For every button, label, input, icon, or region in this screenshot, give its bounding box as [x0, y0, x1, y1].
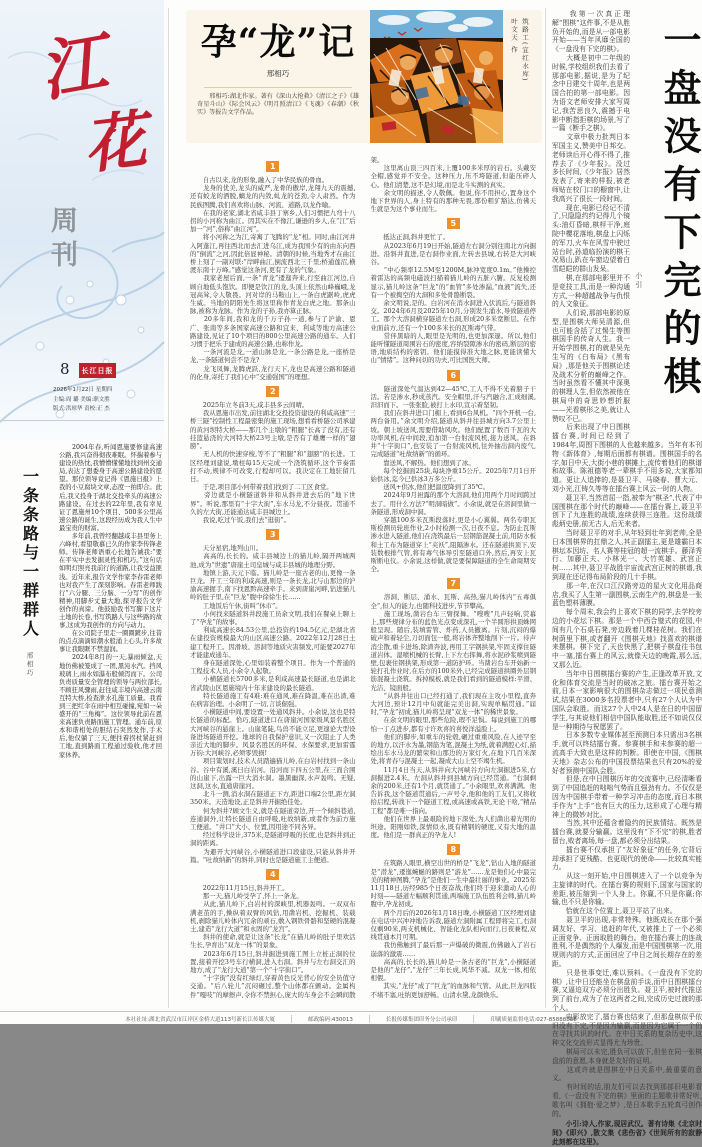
main-article-title: 孕“龙”记	[200, 21, 356, 63]
right-article-flow	[552, 10, 702, 1118]
article-section	[371, 844, 537, 998]
main-article-title-block	[186, 10, 370, 143]
right-article	[552, 10, 702, 1146]
section-text: 2022年11月15日,斜井开工。 那一天,猫儿岭受孕了,怀上一条龙。 从此,猫儿岭下,白岩村的深峡里,机器轰鸣。一双双布满老茧的手,操纵着双臂的风钻,用凿岩机、挖掘机、装载机,剥除猫儿岭体内冗余的顽石,敷入钢铁骨骼和坚硬的混凝土,建造“龙行大道”和永固的“龙宫”。 斜井的使命,就是让这条“长龙”在猫儿岭的肚子里欢活生长,孕育出“双龙一体”的景象。 2023年6月15日,斜井掘进到施工图上立桩正洞的位置,接着开挖3号车行横洞,进入右洞。斜井与左右洞交汇的地方,成了“龙行大道”第一个“十字街口”。 “十字街”没有红绿灯,穿着黄色反光背心的安全员值守交通。“后八轮儿”沉闷碾过,整个山体都在颤动。金属构件“嘎吱”的摩擦声,令你不禁担心,庞大的车身会不会瞬间散架。 这里离山顶三四百米,上覆100多米厚的岩石。头戴安全帽,感觉并不安全。这种压力,压不垮隧道,但能压碎人心。他们清楚,这不是幻境,而是北斗实测的真实。 余文明的描述,令人敬佩。他说,你不用担心,置身这个地下世界的人,身上特有的那种无畏,那份粗犷豁达,仿佛天生就是为这个事业而生。	[190, 156, 536, 999]
section-text: 溶洞、断层、涌水、瓦斯、高热,猫儿岭体内“五毒俱全”,但人的能力,也随科技进步,节节攀高。 施工现场,凿岩台车三臂探舞。“嗖嗖”几声轻响,荧幕上,那些规律分布的蓝色光点变成深孔,一个半圆形拱顶蛛网般呈现。随后,装填雷管、炸药,人员撤离。片刻,沉闷的爆破声和着轻尘,刀切面包一般,将岩体齐整地削下一片。待声消尘散,重卡进场,除渣奔波,再用工字钢拱架,牢固支撑住隧道岩体。湿喷机械的长臂,上下左右挥舞,将水泥砂浆喷到隧壁,包裹住钢拱架,形成第一道防护环。当凿岩台车开始新一轮打孔作业时,在后方的100米外,已经完成隧道拱圈外层钢筋混凝土浇筑。拆掉模板,就是我们看到的隧道模样:平滑、光洁、镜面般。 “从斜井往出口已经打通了,我们现在主攻小里程,直奔大河边,预计12月中旬就能完美出洞,实现单幅贯通。”届时,“孕龙”初成,猫儿岭将呈现“双龙一体”的稀世景象。 在余文明的眼里,那些危险,瑕不足惧。每说到施工的哪怕一丁点进步,都有寸许欢喜的喜悦洋溢脸上。 他们的脚步,如重车的轮毂,碾过重重风险,在人迹罕至的地方,以汗水为墨,钢筋为笔,混凝土为纸,就着满腔心灯,描绘出车水马龙的繁荣和山那边的万家灯火,在地下几百米深处,将青春与混凝土一起,凝成大山上空不竭生机。 11月4日当天,从斜井向大河峡谷方向左洞掘进5米,右洞掘进2.4米。左洞从斜井到县城方向已经贯通。“右洞剩余的200米,还有1个月,就贯通了。”小余眼里,欢喜满满。他告诉我,这个隧道贯通后,一声号令,他和他的工友们,又将收拾启程,转战下一个隧道工程,或高速或高铁,无论干啥,“精品工程”都是唯一指向。 他们在世界上最艰险的地下深处,为人们凿出着光明的坦途。阳刚如铁,深情似水,既有精钢的硬度,又有大地的温度。他们是一群真正的孕龙人!	[370, 593, 536, 840]
masthead-info	[53, 386, 161, 415]
section-text: 天分星宿,地列山川。 高高的,长长的。咸丰县城边上的猫儿岭,隔开两城两池,成为“世遗”唐崖土司皇城与咸丰县城的地理分野。 地镇上游,天元下临。猫儿岭是一座古老的山,更像一条巨龙。开工三年的利咸高速,则是一条长龙,北与山那边的沪渝高速握手,南下找恩黔高速牵手。来到唐崖河畔,钻进猫儿岭的肚子里,在“巨龙”腹中徐徐生长…… 工地饭后午休,街叫“休市”。 小何找来隧道斜井段施工员余文明,我们在餐桌上聊上了“孕龙”的故事。 利咸高速长84.53公里,总投资约194.5亿元,是湖北省在建投资规模最大的山区高速公路。2022年12月28日土建工程开工。因滑坡、溶洞等地质灾害频发,可能要2027年才能建成通车。 身在隧道深处,心里如装着整个项目。作为一个普通的工程技术人员,小余令人起敬。 小横隧道长5700多米,是利咸高速最长隧道,也是湖北省武陵山区恩施境内十年来建设的最长隧道。 特长隧道施工有4难:难在通风,难在降温,难在出渣,难在病害治理。小余明了一切,言谈倔强。 小横隧道中间,要设置一处通风斜井。小余说,这也是特长隧道的标配。恰巧,隧道进口在唐崖河国家级风景名胜区大河峡谷的悬崖上。山崖笔陡,鸟兽不能立足,更遑论大型设备进场隧道开挖。地球的自我保护意识,又一次阻止了人类亲近大地的脚步。风景名胜区的环保、水保要求,更加雷霆万钧:大河峡谷,必须零毁损! 项目策划时,技术人员踏遍猫儿岭,在白岩村找到一条山谷。谷中有溪,溪曰白岩河。沿河而下四五公里,在三面合围的山崖下,出露一巨大消水洞。墨黑幽深,水声轰鸣。无疑,这洞,这水,直通唐崖河。 北斗一测,消水洞在隧道正下方,距进口端2公里,距左洞350米。天造地设,正是斜井开掘绝佳处。 何为斜井?顾文生义,就是在隧道旁边,开一个倾斜巷道,连通洞外,让特长隧道自由呼吸,吐故纳新,或者作为前方施工便道。“井口”大小、位置,因用途不同各异。 经过科学设计,375米,是隧道呼吸的长度,也是斜井到正洞的距离。 为避开大河峡谷,小横隧道进口段建设,只能从斜井开篇。“吐故纳新”的斜井,同时也是隧道施工主便道。	[190, 544, 356, 864]
left-article-title-column	[8, 444, 52, 1008]
article-section	[190, 161, 356, 381]
section-number-badge: 3	[266, 529, 279, 540]
section-number-badge: 6	[447, 370, 460, 381]
article-section	[190, 386, 356, 524]
main-article-author: 邢相巧	[266, 68, 290, 78]
right-article-author: 小引	[634, 272, 643, 290]
section-text: 2025年立冬前3天,咸丰县多云间晴。 我从恩施市出发,前往湖北交投投资建设的利咸高速“三桥三隧”控制性工程最密集的施工现场,想看看桥隧公司承建的黄河坝特大桥——那几个主墩的“粗腿”长高了没有,还有挂篮悬浇的大河特大桥23号主墩,是否有了雄鹰一样的“翅膀”。 无人机的快速穿梭,等不了“粗腿”和“翅膀”的长进。工区经理刘建说,墩柱每15天完成一个浇筑循环,这个节奏雷打不动,规律不可改变,行程却可以。我决定在工地驻留几日。 于是,项目部小何带着我们找到了二工区食堂。 旁边就是小横隧道斜井和从斜井进去后的“地下世界”。听说,那里有“十字大街”,车水马龙,不分昼夜。贯通不久的左大街,还能通达咸丰县城边上。 我说,吃过午饭,我们去“逛街”。	[190, 401, 356, 524]
left-article-body: 2004年春,听闻恩施要修建高速公路,我兴奋得彻夜难眠。怀揣着参与建设的热忱,我懵懵懂懂地找到州交通局,表达了想委身于高速公路建设的愿望。那位领导竟记得《恩施日报》上我的小豆腐块文章,态度一拍即合。此后,我又投身于湖北交投牵头的高速公路建设。在过去的22年里,我有幸见证了恩施州10个项目、500多公里高速公路的诞生,这段经历成为我人生中最宝贵的财富。 多年前,我曾经翻越咸丰县里务上六峰村,看望敬慕已久的作家李传锋老师。传锋老师语重心长地告诫我:“要在平实中去发掘灵性和机巧。”这句话如明灯照亮我前行的道路,让我受益匪浅。近年来,报告文学作家李春雷老师也对我产生了深刻影响。春雷老师践行“六分腿、三分脑、一分写”的创作精神,用脚步丈量大地,探寻报告文学创作的真谛。他鼓励我书写脚下这片土地的长卷,书写筑路人与这些路的故事,这成为我创作的方向与动力。 在公司院子里走一圈圈踱步,往昔的点点滴滴如潮水般涌上心头,许多故事让我眼眶不禁湿润。 2024年8月的一天,暴雨倾盆,天地仿佛被笼成了一团,黑沌水汽。挡风玻璃上,雨水如瀑布般倾泻而下。公司负责质量安全管理的领导与两位部长,不顾狂风骤雨,赶往咸丰境内高速云南互特大桥,检查泄水孔施工质量。我看到三把红伞在雨中相互碰撞,宛如一朵盛开的“三角梅”。这位领导此前在恩来高速负责路面施工管理。通车前,原本和谐相处的胆结石突然发作,手术后,他仅躺了三天,便拄着拐杖紧赶到工地,直到路面工程通过验收,他才回家休养。	[59, 444, 162, 759]
right-article-bio: 小引:诗人,作家,现居武汉。著有诗集《北京时间》《即兴》,散文集《悲伤省》《世间所有的寂静 此刻都在这里》。	[552, 1120, 702, 1146]
masthead-title-char-1: 江	[33, 22, 113, 112]
article-section	[371, 578, 537, 839]
newspaper-logo: 长江日报	[79, 363, 116, 378]
section-text: 隧道深处气温达到42—45℃,工人不得不光着膀子干活。若是渗水,秒成蒸汽。安全帽里,汗与汽融合,汇成细溪,汩汩而下。一张张脸,被打上水印,宣示着坚韧。 我们在斜井进口门楣上,看到6台风机。“四个开机一台,两台备用。”余文明介绍,隧道从斜井往县城方向3.7公里上坡。朝上坡送风,需要借助风吹。他们配置了数百千瓦的大功率风机,在中间段,追加第一台射流风机,接力送风。在斜井“十字街口”,也安装了一台射流风机,往外抽出洞内废气,完成隧道“吐故纳新”的循环。 靠送风,不解热。他们想到了冰。 每个挖掘面25块,每块净重15公斤。2025年7月1日开始供冰,迄今已供冰3万多公斤。 送风+供冰,他们把温度降到了35℃。 2024年9月袒露的那个大溶洞,他们用两个月时间跨过去了。用什么方法?“明洞暗做”。小余说,就是在溶洞里做一条隧道,形成洞中洞。 穿越100多米瓦斯段落时,更是小心翼翼。两名专职瓦斯检测员轮班作业,2小时检测一次,日夜不息。为防止瓦斯渗水进入隧道,他们在浇筑最后一层钢筋混凝土前,用防水板和土工布为隧道穿上“夹袄”,阻隔渗水。还在隧道拱顶下,安装数根排气管,将有毒气体导引至隧道口外,然后,再安上瓦斯断电仪。小余说,这样做,就是要保障隧道的全生命周期安全。	[370, 384, 536, 574]
left-article-author: 邢相巧	[25, 652, 34, 678]
layout-line: 版式:洪琼华 责校:正 杰	[53, 406, 110, 412]
left-article	[8, 444, 162, 1008]
section-number-badge: 7	[447, 578, 460, 589]
author-bio: 邢相巧:湖北作家。著有《深山大抢救》《清江之子》《雄奇星斗山》《际会风云》《明月照清江》《飞魂》《春潮》《秋实》等报告文学作品。	[197, 92, 359, 116]
vertical-divider-right	[545, 8, 546, 1008]
masthead-title-char-2: 花	[79, 102, 151, 183]
footer-phone: 印刷质量监督电话:027-85888888	[490, 1016, 577, 1023]
masthead-weekly-label: 周刊	[46, 206, 77, 274]
right-article-title-block	[630, 10, 702, 438]
main-article-body	[190, 156, 536, 1005]
page-number: 8	[60, 360, 70, 378]
article-section	[371, 370, 537, 574]
woodcut-painting	[370, 10, 503, 143]
section-text: 抵达正洞,斜井更忙了。 从2023年6月19日开始,隧道左右洞分别往南北方向掘进。沿斜井直进,是右洞作业面,左转去县城,右转是大河峡谷。 “中心频率12.5M至1200M,脉冲宽度0.1m。”他操控着雷达的高频电磁波扫描着猫儿岭的五脏六腑。反复检测显示,猫儿岭这条“巨龙”的“血管”多处渗漏,“血液”流失,还有一个被掏空的大洞和多处骨骼断裂。 余文明说,是的。白岩河在消水洞进入伏流后,与隧道斜交。2024年6月及2025年10月,分别发生涌水,导致隧道停工。那个大溶洞横穿隧道左右洞,形成20多米宽断层。在作业面前方,还有一个100多米长的瓦斯毒气带。 常伴黑暗的人,眼里是光明的,也更加深邃。所以,他们能听懂隧道周围岩石的密度,容纳裂隙渗水的密码,断层的密语,地质结构的密钥。他们能摸得准大地之脉,更能读懂大山“情绪”。这种问切的功夫,可比国医大师。	[370, 233, 536, 365]
editors-line: 主编:周 璐 美编:职文胜	[53, 396, 110, 403]
painting-caption: 筑路工(宜红水库) 叶文天 作	[510, 18, 529, 83]
article-section	[371, 218, 537, 364]
footer-printer: 长报传媒集团印务分公司承印	[370, 1015, 475, 1023]
right-article-title: 一盘没有下完的棋	[657, 20, 702, 404]
section-number-badge: 2	[266, 386, 279, 397]
vertical-divider-left	[168, 8, 169, 1008]
right-article-body: 我第一次真正理解“围棋”这件事,不是从胜负开始的,而是从一部电影开始——当年风靡全国的《一盘没有下完的棋》。 大概是初中二年级的时候,学校组织我们去看了那部电影,据说,是为了纪念中日建交十周年,也是两国合拍的第一部电影。因为语文老师安排大家写周记,我苦思良久,震撼于电影中断指拒棋的场景,写了一篇《断手之棋》。 文章中极力批判日本军国主义,赞美中日邦交。老师读后开心得不得了,推荐去了《少年报》。没过多长时间,《少年报》居然发表了,寄来的样报,被老师贴在校门口的橱窗中,让我高兴了很长一段时间。 现在,电影已经记不清了,只隐隐约约记得几个镜头:油灯昏暗,棋枰干净,庭院中樱花落地,棋盘上闪烁的军刀,火车在风雪中驶过站台时,孙道临扮演的棋王况易山,趴在车窗边望着白雪皑皑的群山发呆。 棋,在那部电影里并不是竞技工具,而是一种沟通方式,一种超越战争与仇恨的人文象征。 人们说,那部电影的原型,是围棋大师吴清源,但也可能含括了过惕生等围棋国手的传奇人生。我一开始学围棋,打的就是吴先生写的《白布局》《黑布局》,那是他关于围棋论述及战术分析的巅峰之作。当时虽然看不懂其中深奥的棋理人生,但依然被他在棋局中的奇思妙想折服——光看棋形之美,就让人赞叹不已。 后来出现了中日围棋擂台赛,时间已经到了1984年,周围下围棋的人也越来越多。当年有本刊物《新体育》,每期后面都有棋谱。围棋国手的名字,如日中天,大街小巷的棋摊上,流传着他们的棋谱和故事。陈祖德等老一辈棋手不用多说,大家都知道。更让人追捧的,是聂卫平、马晓春、曹大元、刘小光,江铸久等等在擂台赛上风云一时的人物。 聂卫平,当然首屈一指,被奉为“棋圣”,代表了中国围棋在那个时代的巅峰——在擂台赛上,聂卫平创下了九连胜的战绩,连续获得三连胜。这份战绩彪炳史册,前无古人,后无来者。 当时聂卫平的对手,从年轻到壮年到老帅,全是日本围棋界的扛鼎之人,其正副擂主,更是雄霸日本棋坛本因坊、名人赛等桂冠的超一流棋手。藤泽秀行、加藤正夫、小林光一、大竹英雄、武宫正树……其中,聂卫平战胜宇宙流武宫正树的棋谱,我到现在还记得布局阶段的几十手棋。 那一年,在汉口江汉路旁边的星火文化用品商店,我买了人生第一副围棋,云南生产的,棋盘是一张蓝色塑料薄膜。 每个周末,我会约上喜欢下棋的同学,去学校旁边的小花坛下棋。那是一个中西合璧式的花园,中间有几个石桌石凳,旁边栽着几棵桂花树。我们在树荫里下棋,或者翻开《围棋天地》找喜欢的棋谱来摆棋。棋下完了,天也快黑了,把棋子棋盘往书包中一塞,擂台赛上的风云,就像天边的晚霞,那么远,又那么近。 当年中日围棋擂台赛的产生,正逢改革开放,文化和体育交流是当时的破冰之旅。擂台赛开始之前,日本一家影响很大的围棋杂志做过一项民意测试,结果在3000多名投票者中,只有27个人认为中国队会取胜。而这27个人中24人是在日的中国留学生,与其说他们相信中国队能取胜,还不如说仅仅是一种期待与祝愿罢了。 日本多数专业媒体甚至预测日本只需出3名棋手,就可以终结擂台赛。参赛棋手和未参赛的超一流高手大致也是这样的判断。即使在中国,《围棋天地》杂志公布的中国投票结果也只有20%的爱好者预测中国队会胜。 但是,在中日围棋历年的交流赛中,已经清晰看到了中国追赶的咄咄气势而且强劲有力。不仅仅是因为中国棋手带着一种学习冲击的态度,而日本棋手作为“上手”也有巨大的压力,这形成了心理与精神上的微妙对比。 当然,其中还蕴含着隐约的民族情结。既然是擂台赛,就要分输赢。这里没有“下不完”的棋,胜者留台,败者离场,每一盘,都必须分出结果。 擂台赛不仅承担了“友好象征”的任务,它背后却承担了更残酷、也更现代的使命——比较真实能力。 从这一刻开始,中日围棋进入了一个以竞争为主旋律的时代。在擂台赛的规则下,国家与国家的差距,被压缩到一个人身上。你赢,不只是你赢;你输,也不只是你输。 恰就在这个位置上,聂卫平站了出来。 聂卫平的出现,非常特殊。他既成长在那个强调友好、学习、追赶的年代,又被推上了一个必须正面竞争、正面取胜的舞台。他在擂台赛上的连战胜利,不是偶然的个人爆发,而是中国围棋第一次,用规则内的方式,正面回应了中日之间长期存在的差距。 只是世事变迁,难以预料。《一盘没有下完的棋》,让中日还能坐在棋盘前手谈,而中日围棋擂台赛,又逼迫双方必须分出胜负。聂卫平,被时代推送到了前台,成为了在这两者之间,完成历史过渡的那个人。 电影放完了,擂台赛也结束了,但那盘棋似乎依旧没有下完,不是因为输赢,而是因为它属于一个仍在寻找共识的时代。在中日关系的复杂历史中,这种文化交流形式显得尤为珍贵。 棋局可以未完,胜负可以放下,但坐在同一张棋盘前的意愿,本身就是友好的证明。 这或许就是围棋在中日关系中,最重要的意义。 有时间的话,朋友们可以去找到那部旧电影看看,《一盘没有下完的棋》里面的主题歌非常好听,歌名叫《拥抱·爱之梦》,是日本歌手五轮真弓创作的。	[552, 10, 702, 1118]
section-number-badge: 1	[266, 161, 279, 172]
footer-address: 本社社址:湖北省武汉市江岸区金桥大道113号新长江传媒大厦	[109, 1015, 292, 1023]
section-number-badge: 5	[447, 218, 460, 229]
section-number-badge: 4	[266, 869, 279, 880]
section-number-badge: 8	[447, 844, 460, 855]
page-footer	[0, 1011, 702, 1025]
header-divider	[204, 87, 352, 88]
left-article-title: 一条条路与一群群人	[20, 468, 40, 639]
footer-postcode: 邮政编码:430013	[292, 1015, 370, 1023]
main-article-header	[186, 10, 542, 143]
date-line: 2026年1月22日 星期四	[53, 387, 113, 393]
masthead-divider	[0, 420, 164, 421]
section-text: 在筑路人眼里,横空出世的桥是“飞龙”,钻山入地的隧道是“潜龙”,逶迤蜿蜒的路则是“游龙”……龙是他们心中最完美的精神图腾,“孕龙”是他们一生中最壮丽的事业。2025年11月18日,历经985个日夜奋战,他们终于迎来激动人心的时刻——隧道左幅顺利贯通,两端施工队伍胜利会师,猫儿岭腹中,孕龙初成。 两个月后的2026年1月18日晚,小横隧道工区经理刘建在电话中兴冲冲地告诉我,隧道左洞附属工程即将完工,右洞仅剩90米,两支机械化、智能化龙队相向而行,日夜兼程,双线贯通本月可期。 我仿佛触到了最后那一声爆破的微震,仿佛融入了岩石崩落的激震…… 高高的,长长的,猫儿岭是一条古老的“巨龙”,小横隧道是他的“龙仔”,“龙仔”三年长成,风华不减。双龙一体,相依相偎。 其实,“龙仔”成了“巨龙”的血脉和气管。从此,巨龙四肢不堵不塞,吐纳更加舒畅。山清水黛,龙颜焕乐。	[370, 859, 536, 999]
section-text: 自古以来,龙的形象,融入了中华民族的骨血。 龙身的优美,龙头的威严,龙骨的傲岸,龙翔九天的震撼,还有蛟龙的洒脱,螭龙的内敛,虬龙的苍劲,令人肃然。作为民族图腾,我们喜欢将山脉、河流、道路,以龙作喻。 在我的老家,湖北省咸丰县丁寨乡,人们习惯把九弯十八拐的小河称为曲江。因其实在不像江,谦逊的乡人,在“江”后加一“河”,俗称“曲江河”。 将小河称之为江,寄寓了飞腾的“龙”相。同时,曲江河并入阿蓬江,再往西北而去汇进乌江,成为我国少有的由东向西的“倒流”之河,因此倍显神秘。清朝的时候,当地秀才在曲江桥上刻了一副对联:“岸畔曲江,倒流西北三千里;桥通莲沼,横渡东南十万峰。”感觉这条河,更有了龙的气象。 我家老屋后面,一条“青龙”逶迤奔来,行至曲江河边,自顾自地低头饱饮。即便是饮江的龙,头顶上依然山峰巍峨,龙冠高耸,令人敬畏。河对岸的马鞍山上,一条白虎踞岭,虎虎生威。当地的阴阳先生将这里称作青龙白虎之地。那条山脉,被称为龙脉。作为龙的子孙,我亦算正脉。 20多年间,我和龙的千万子孙一道,参与了沪渝、恩广、张南等多条国家高速公路和宜来、利咸等地方高速公路建设,见证了10个项目的800公里高速公路的通车。人们习惯于把乐于建成的高速公路,也称作龙。 一条河流是龙,一道山脉是龙,一条公路是龙,一座桥是龙,一条隧道何尝不是龙? 龙飞凤舞,龙腾虎跃,龙行天下,龙也是高速公路和隧道的化身,寄托了我们心中“交通强国”的理想。	[190, 176, 356, 381]
article-section	[190, 529, 356, 864]
